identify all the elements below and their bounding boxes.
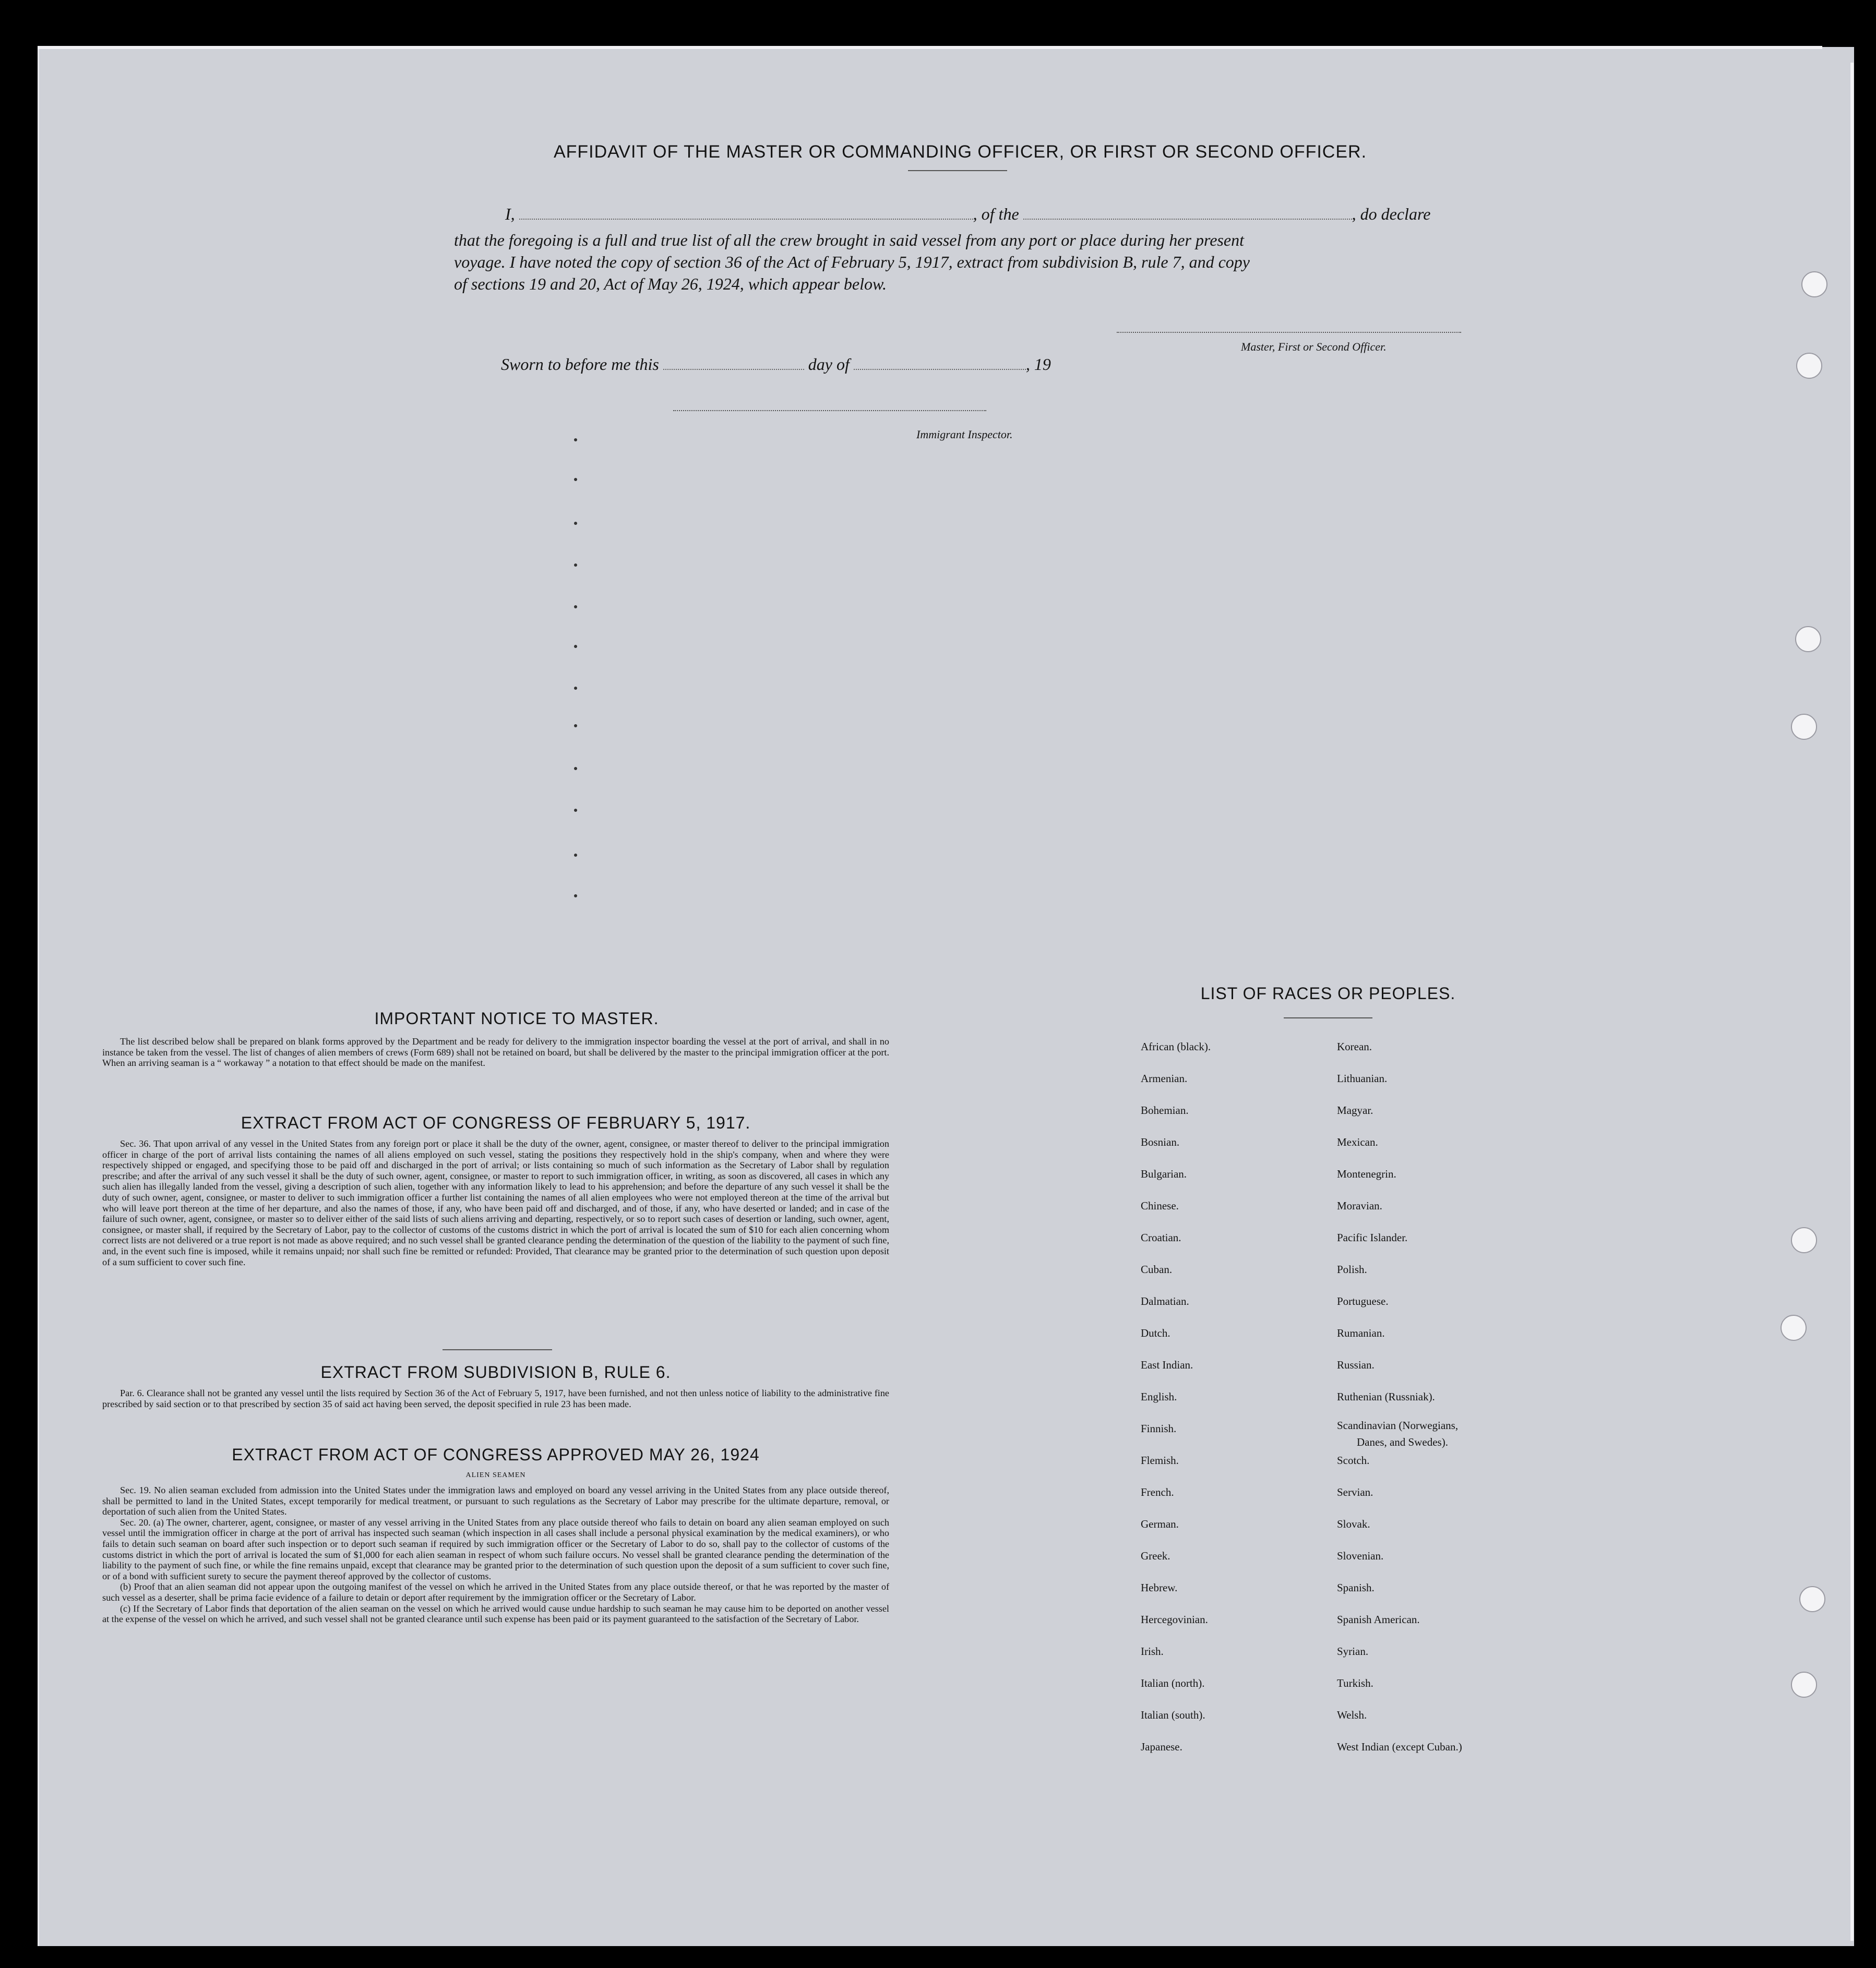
sworn-day-field[interactable]	[663, 369, 804, 370]
ditto-mark	[574, 563, 577, 567]
document-page	[38, 47, 1854, 1946]
race-item: Scotch.	[1337, 1454, 1370, 1467]
binder-hole	[1791, 1672, 1817, 1698]
race-item: Rumanian.	[1337, 1327, 1385, 1339]
race-item: Slovak.	[1337, 1518, 1370, 1530]
race-item: English.	[1141, 1390, 1177, 1403]
alien-seamen-subtitle: ALIEN SEAMEN	[465, 1471, 526, 1479]
sec-20a-text: Sec. 20. (a) The owner, charterer, agent, consignee, or master of any vessel arriving in the United States from any place outside thereof who fails to detain on board any alien seaman employed on such vessel until the immigration officer in charge at the port of arrival has inspected such seaman (which inspection in all cases shall include a personal physical examination by the medical examiners), or who fails to detain such seaman on board after such inspection or to deport such seaman if required by such immigration officer or the Secretary of Labor to do so, shall pay to the collector of customs of the customs district in which the port of arrival is located the sum of $1,000 for each alien seaman in respect of whom such failure occurs. No vessel shall be granted clearance pending the determination of the liability to the payment of such fine, or while the fine remains unpaid, except that clearance may be granted prior to the determination of such question upon the deposit of a sum sufficient to cover such fine, or of a bond with sufficient surety to secure the payment thereof approved by the collector of customs.	[102, 1517, 889, 1581]
race-item: French.	[1141, 1486, 1174, 1498]
extract-1917-body	[102, 1138, 889, 1267]
notice-body	[102, 1036, 889, 1069]
race-item: Hebrew.	[1141, 1581, 1178, 1594]
race-item: Greek.	[1141, 1550, 1170, 1562]
race-item: Bulgarian.	[1141, 1168, 1187, 1180]
ditto-mark	[574, 522, 577, 525]
ditto-mark	[574, 687, 577, 690]
race-item: Bohemian.	[1141, 1104, 1189, 1117]
race-item: Croatian.	[1141, 1231, 1181, 1244]
signature-line	[1117, 332, 1461, 333]
of-the-label: , of the	[973, 205, 1019, 223]
race-item: German.	[1141, 1518, 1179, 1530]
page-edge-right	[1850, 63, 1854, 1941]
do-declare-label: , do declare	[1352, 205, 1431, 223]
ditto-mark	[574, 724, 577, 727]
race-item: Hercegovinian.	[1141, 1613, 1208, 1626]
binder-hole	[1791, 714, 1817, 740]
race-item: Moravian.	[1337, 1199, 1382, 1212]
race-item: Russian.	[1337, 1359, 1375, 1371]
statement-line-3: of sections 19 and 20, Act of May 26, 1924, which appear below.	[454, 274, 887, 293]
extract-1917-title: EXTRACT FROM ACT OF CONGRESS OF FEBRUARY 5, 1917.	[241, 1113, 751, 1132]
race-item: Syrian.	[1337, 1645, 1369, 1658]
extract-1924-body	[102, 1485, 889, 1625]
signature-caption: Master, First or Second Officer.	[1241, 340, 1387, 353]
inspector-signature-line	[673, 410, 986, 411]
race-item: West Indian (except Cuban.)	[1337, 1741, 1462, 1753]
binder-hole	[1801, 271, 1827, 297]
notice-text: The list described below shall be prepared on blank forms approved by the Department and be ready for delivery to the immigration inspector boarding the vessel at the port of arrival, and shall in no instance be taken from the vessel. The list of changes of alien members of crews (Form 689) shall not be retained on board, but shall be delivered by the master to the principal immigration officer at the port. When an arriving seaman is a “ workaway ” a notation to that effect should be made on the manifest.	[102, 1036, 889, 1069]
year-label: , 19	[1025, 355, 1051, 374]
race-item: Scandinavian (Norwegians,	[1337, 1419, 1459, 1432]
race-item: Magyar.	[1337, 1104, 1373, 1117]
race-item: Montenegrin.	[1337, 1168, 1396, 1180]
race-item: Korean.	[1337, 1040, 1372, 1053]
race-item: Spanish.	[1337, 1581, 1375, 1594]
race-item: Finnish.	[1141, 1422, 1177, 1435]
ditto-mark	[574, 478, 577, 481]
extract-1924-title: EXTRACT FROM ACT OF CONGRESS APPROVED MAY 26, 1924	[232, 1445, 760, 1464]
race-item: Bosnian.	[1141, 1136, 1180, 1148]
sec-36-text: Sec. 36. That upon arrival of any vessel in the United States from any foreign port or place it shall be the duty of the owner, agent, consignee, or master thereof to deliver to the principal immigration officer in charge of the port of arrival lists containing the names of all aliens employed on such vessel, stating the positions they respectively hold in the ship's company, when and where they were respectively shipped or engaged, and specifying those to be paid off and discharged in the port of arrival; or lists containing so much of such information as the Secretary of Labor shall by regulation prescribe; and after the arrival of any such vessel it shall be the duty of such owner, agent, consignee, or master to report to such immigration officer, in writing, as soon as discovered, all cases in which any such alien has illegally landed from the vessel, giving a description of such alien, together with any information likely to lead to his apprehension; and before the departure of any such vessel it shall be the duty of such owner, agent, consignee, or master to deliver to such immigration officer a further list containing the names of all alien employees who were not employed thereon at the time of the arrival but who will leave port thereon at the time of her departure, and also the names of those, if any, who have been paid off and discharged, and of those, if any, who have deserted or landed; and in case of the failure of such owner, agent, consignee, or master so to deliver either of the said lists of such aliens arriving and departing, respectively, or so to report such cases of desertion or landing, such owner, agent, consignee, or master shall, if required by the Secretary of Labor, pay to the collector of customs of the customs district in which the port of arrival is located the sum of $10 for each alien concerning whom correct lists are not delivered or a true report is not made as above required; and no such vessel shall be granted clearance pending the determination of the question of the liability to the payment of such fine, and, in the event such fine is imposed, while it remains unpaid; nor shall such fine be remitted or refunded: Provided, That clearance may be granted prior to the determination of such question upon deposit of a sum sufficient to cover such fine.	[102, 1138, 889, 1267]
race-item: Italian (south).	[1141, 1709, 1205, 1721]
notice-title: IMPORTANT NOTICE TO MASTER.	[374, 1009, 659, 1028]
ditto-mark	[574, 767, 577, 770]
section-divider	[443, 1349, 552, 1350]
ditto-mark	[574, 854, 577, 857]
title-divider	[908, 170, 1007, 171]
race-item: Irish.	[1141, 1645, 1164, 1658]
race-item: Dalmatian.	[1141, 1295, 1189, 1307]
race-item: Armenian.	[1141, 1072, 1188, 1085]
race-item: Welsh.	[1337, 1709, 1367, 1721]
race-item: Spanish American.	[1337, 1613, 1420, 1626]
sec-19-text: Sec. 19. No alien seaman excluded from admission into the United States under the immigration laws and employed on board any vessel arriving in the United States from any place outside thereof, shall be permitted to land in the United States, except temporarily for medical treatment, or pursuant to such regulations as the Secretary of Labor may prescribe for the ultimate departure, removal, or deportation of such alien from the United States.	[102, 1485, 889, 1517]
ditto-mark	[574, 645, 577, 648]
binder-hole	[1781, 1315, 1807, 1341]
i-label: I,	[505, 205, 515, 223]
binder-hole	[1799, 1586, 1825, 1612]
binder-hole	[1791, 1227, 1817, 1253]
sworn-line	[501, 355, 1051, 374]
race-item: Portuguese.	[1337, 1295, 1389, 1307]
race-item: African (black).	[1141, 1040, 1211, 1053]
race-item: Ruthenian (Russniak).	[1337, 1390, 1435, 1403]
inspector-caption: Immigrant Inspector.	[916, 428, 1013, 441]
race-item: Mexican.	[1337, 1136, 1378, 1148]
binder-hole	[1795, 626, 1821, 652]
race-item: Turkish.	[1337, 1677, 1373, 1689]
extract-rule6-title: EXTRACT FROM SUBDIVISION B, RULE 6.	[320, 1363, 671, 1382]
statement-line-1: that the foregoing is a full and true list of all the crew brought in said vessel from any port or place during her present	[454, 231, 1244, 249]
declaration-line	[505, 205, 1465, 224]
race-item: Flemish.	[1141, 1454, 1179, 1467]
ditto-mark	[574, 894, 577, 897]
page-edge-top	[38, 46, 1822, 49]
statement-line-2: voyage. I have noted the copy of section 36 of the Act of February 5, 1917, extract from subdivision B, rule 7, and copy	[454, 253, 1250, 271]
race-item: Japanese.	[1141, 1741, 1182, 1753]
race-item: Chinese.	[1141, 1199, 1179, 1212]
race-item: Lithuanian.	[1337, 1072, 1388, 1085]
race-item: Polish.	[1337, 1263, 1367, 1276]
race-item: East Indian.	[1141, 1359, 1193, 1371]
races-title: LIST OF RACES OR PEOPLES.	[1200, 984, 1456, 1003]
race-item: Servian.	[1337, 1486, 1373, 1498]
race-item: Danes, and Swedes).	[1357, 1436, 1448, 1448]
race-item: Italian (north).	[1141, 1677, 1205, 1689]
sec-20b-text: (b) Proof that an alien seaman did not appear upon the outgoing manifest of the vessel on which he arrived in the United States from any place outside thereof, or that he was reported by the master of such vessel as a deserter, shall be prima facie evidence of a failure to detain or deport after requirement by the immigration officer or the Secretary of Labor.	[102, 1581, 889, 1603]
extract-rule6-body	[102, 1388, 889, 1409]
race-item: Pacific Islander.	[1337, 1231, 1408, 1244]
master-name-field[interactable]	[519, 219, 973, 220]
races-divider	[1284, 1017, 1372, 1018]
race-item: Dutch.	[1141, 1327, 1170, 1339]
ditto-mark	[574, 809, 577, 812]
ditto-mark	[574, 605, 577, 608]
race-item: Cuban.	[1141, 1263, 1173, 1276]
day-of-label: day of	[808, 355, 850, 374]
vessel-name-field[interactable]	[1023, 219, 1352, 220]
sworn-label: Sworn to before me this	[501, 355, 659, 374]
race-item: Slovenian.	[1337, 1550, 1384, 1562]
binder-hole	[1796, 353, 1822, 379]
affidavit-title: AFFIDAVIT OF THE MASTER OR COMMANDING OFFICER, OR FIRST OR SECOND OFFICER.	[553, 142, 1367, 162]
sec-20c-text: (c) If the Secretary of Labor finds that deportation of the alien seaman on the vessel on which he arrived would cause undue hardship to such seaman he may cause him to be deported on another vessel at the expense of the vessel on which he arrived, and such vessel shall not be granted clearance until such expense has been paid or its payment guaranteed to the satisfaction of the Secretary of Labor.	[102, 1603, 889, 1625]
par-6-text: Par. 6. Clearance shall not be granted any vessel until the lists required by Section 36 of the Act of February 5, 1917, have been furnished, and not then unless notice of liability to the administrative fine prescribed by said section or to that prescribed by section 35 of said act having been served, the deposit specified in rule 23 has been made.	[102, 1388, 889, 1409]
ditto-mark	[574, 438, 577, 441]
sworn-month-field[interactable]	[854, 369, 1026, 370]
